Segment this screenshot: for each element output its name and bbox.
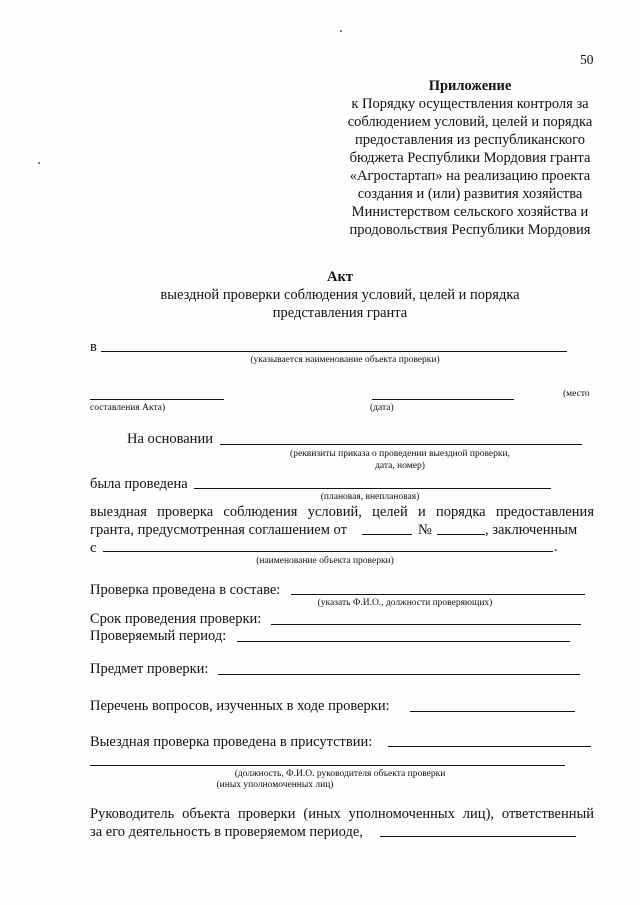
scan-speck [38,162,40,164]
appendix-line: Министерством сельского хозяйства и [351,204,589,220]
presence-hint: (иных уполномоченных лиц) [216,780,334,790]
head-text: Руководитель объекта проверки (иных уполномоченных лиц), ответственный [90,806,594,822]
with-field[interactable] [103,551,553,552]
composition-label: Проверка проведена в составе: [90,582,281,598]
presence-field[interactable] [388,746,591,747]
appendix-line: «Агростартап» на реализацию проекта [349,168,591,184]
basis-label: На основании [127,431,213,447]
appendix-block [330,77,610,239]
presence-field-2[interactable] [90,765,565,766]
with-dot: . [554,539,558,555]
conducted-hint: (плановая, внеплановая) [320,492,420,502]
period-label: Проверяемый период: [90,628,227,644]
period-field[interactable] [237,641,570,642]
act-title: Акт [327,269,353,285]
conducted-label: была проведена [90,476,188,492]
basis-hint: дата, номер) [375,461,425,471]
questions-field[interactable] [410,711,575,712]
appendix-line: предоставления из республиканского [354,132,586,148]
with-hint: (наименование объекта проверки) [256,556,394,566]
place-label-2: составления Акта) [90,403,166,413]
appendix-title: Приложение [428,78,512,94]
concluded-label: , заключенным [485,522,578,538]
place-label: (место [563,389,590,399]
check-text: выездная проверка соблюдения условий, целей и порядка предоставления [90,504,594,520]
term-field[interactable] [271,624,581,625]
agreement-number-field[interactable] [437,534,485,535]
object-field[interactable] [101,351,567,352]
presence-label: Выездная проверка проведена в присутствии: [90,734,373,750]
subject-field[interactable] [218,674,580,675]
agreement-date-field[interactable] [362,534,412,535]
basis-field[interactable] [220,444,582,445]
conducted-field[interactable] [194,488,551,489]
number-sign: № [418,522,432,538]
date-hint: (дата) [370,403,394,413]
appendix-line: продовольствия Республики Мордовия [349,222,591,238]
term-label: Срок проведения проверки: [90,611,262,627]
date-field[interactable] [372,399,514,400]
check-text: гранта, предусмотренная соглашением от [90,522,347,538]
head-text: за его деятельность в проверяемом периоде, [90,824,363,840]
scan-speck [340,30,342,32]
appendix-line: к Порядку осуществления контроля за [351,96,589,112]
act-subtitle: выездной проверки соблюдения условий, целей и порядка [160,287,520,303]
questions-label: Перечень вопросов, изученных в ходе проверки: [90,698,390,714]
appendix-line: создания и (или) развития хозяйства [357,186,583,202]
head-field[interactable] [380,836,576,837]
composition-field[interactable] [291,594,585,595]
with-label: с [90,540,97,556]
appendix-line: соблюдением условий, целей и порядка [347,114,593,130]
act-subtitle: представления гранта [272,305,408,321]
place-field[interactable] [90,399,224,400]
appendix-line: бюджета Республики Мордовия гранта [349,150,591,166]
composition-hint: (указать Ф.И.О., должности проверяющих) [317,598,493,608]
page-number: 50 [580,52,594,67]
object-hint: (указывается наименование объекта проверки) [250,355,440,365]
subject-label: Предмет проверки: [90,661,209,677]
presence-hint: (должность, Ф.И.О. руководителя объекта проверки [234,769,446,779]
in-label: в [90,339,97,355]
basis-hint: (реквизиты приказа о проведении выездной проверки, [290,449,510,459]
